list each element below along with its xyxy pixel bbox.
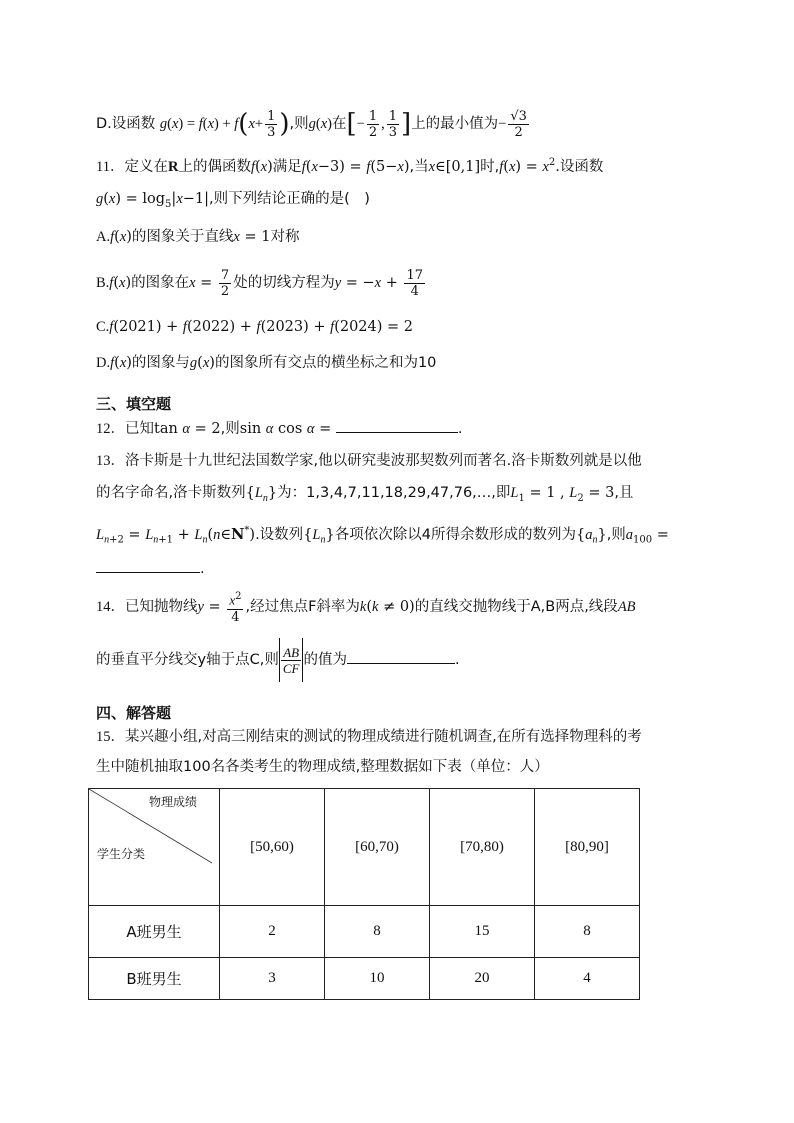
q11-option-b: B.f(x)的图象在x = $\frac{7}{2}$ 处的切线方程为y = −x + $\frac{17}{4}$	[96, 267, 424, 299]
q12-answer-blank	[336, 418, 458, 433]
q15-line2: 生中随机抽取100名各类考生的物理成绩,整理数据如下表（单位：人）	[96, 759, 549, 775]
q14-answer-blank	[347, 649, 455, 664]
table-cell: 8	[535, 906, 640, 958]
q13-answer-blank	[96, 558, 200, 573]
table-cell: 8	[325, 906, 430, 958]
table-header-row	[89, 789, 640, 906]
score-table	[88, 788, 640, 1000]
q12: 12．已知tan α = 2,则sin α cos α = .	[96, 418, 463, 440]
table-header-cell: [50,60)	[220, 789, 325, 906]
table-cell: 10	[325, 958, 430, 1000]
table-row-label: A班男生	[89, 906, 220, 958]
q11-option-c: C.f(2021) + f(2022) + f(2023) + f(2024) = 2	[96, 319, 414, 335]
corner-top-label: 物理成绩	[148, 795, 197, 809]
q13-line2: 的名字命名,洛卡斯数列$\{L_n\}$为：1,3,4,7,11,18,29,47,76,…,即$L_1 = 1$ , $L_2 = 3$,且	[96, 485, 634, 504]
q11-stem-line2: $g(x) = \log_5|x-1|$,则下列结论正确的是( )	[96, 191, 370, 210]
q11-option-a: A.f(x)的图象关于直线x = 1对称	[96, 229, 300, 245]
q11-option-d: D.f(x)的图象与g(x)的图象所有交点的横坐标之和为10	[96, 355, 437, 371]
q14-line1: 14．已知抛物线y = $\frac{x^2}{4}$ ,经过焦点F斜率为k(k ≠ 0)的直线交抛物线于A,B两点,线段AB	[96, 591, 636, 625]
table-row	[89, 906, 640, 958]
table-cell: 3	[220, 958, 325, 1000]
table-corner-cell	[89, 789, 220, 906]
table-cell: 20	[430, 958, 535, 1000]
table-header-cell: [80,90]	[535, 789, 640, 906]
table-header-cell: [70,80)	[430, 789, 535, 906]
table-header-cell: [60,70)	[325, 789, 430, 906]
table-cell: 15	[430, 906, 535, 958]
q15-line1: 15．某兴趣小组,对高三刚结束的测试的物理成绩进行随机调查,在所有选择物理科的考	[96, 729, 642, 745]
section-solution-title: 四、解答题	[96, 704, 172, 722]
table-cell: 2	[220, 906, 325, 958]
table-cell: 4	[535, 958, 640, 1000]
table-row	[89, 958, 640, 1000]
section-fill-in-blank-title: 三、填空题	[96, 395, 172, 413]
q13-line3: $L_{n+2} = L_{n+1}$ + $L_n(n\in N^*)$.设数列$\{L_n\}$各项依次除以4所得余数形成的数列为$\{a_n\}$,则$a_{100}$ =	[96, 525, 669, 546]
q11-stem-line1: 11．定义在R上的偶函数f(x)满足f(x−3) = f(5−x),当x∈[0,1]时$,f(x) = x^2$.设函数	[96, 157, 604, 175]
table-row-label: B班男生	[89, 958, 220, 1000]
q13-line4: .	[96, 558, 205, 580]
q10-option-d: D.设函数 g(x) = f(x) + f(x+ $\frac{1}{3}$ ),则g(x)在[− $\frac{1}{2}$ , $\frac{1}{3}$ ]上的最小值为− $\frac{√3}{2}$	[96, 108, 527, 140]
q13-line1: 13．洛卡斯是十九世纪法国数学家,他以研究斐波那契数列而著名.洛卡斯数列就是以他	[96, 453, 642, 469]
corner-bottom-label: 学生分类	[97, 847, 146, 861]
q14-line2: 的垂直平分线交y轴于点C,则 $\frac{AB}{CF}$ 的值为 .	[96, 638, 460, 682]
